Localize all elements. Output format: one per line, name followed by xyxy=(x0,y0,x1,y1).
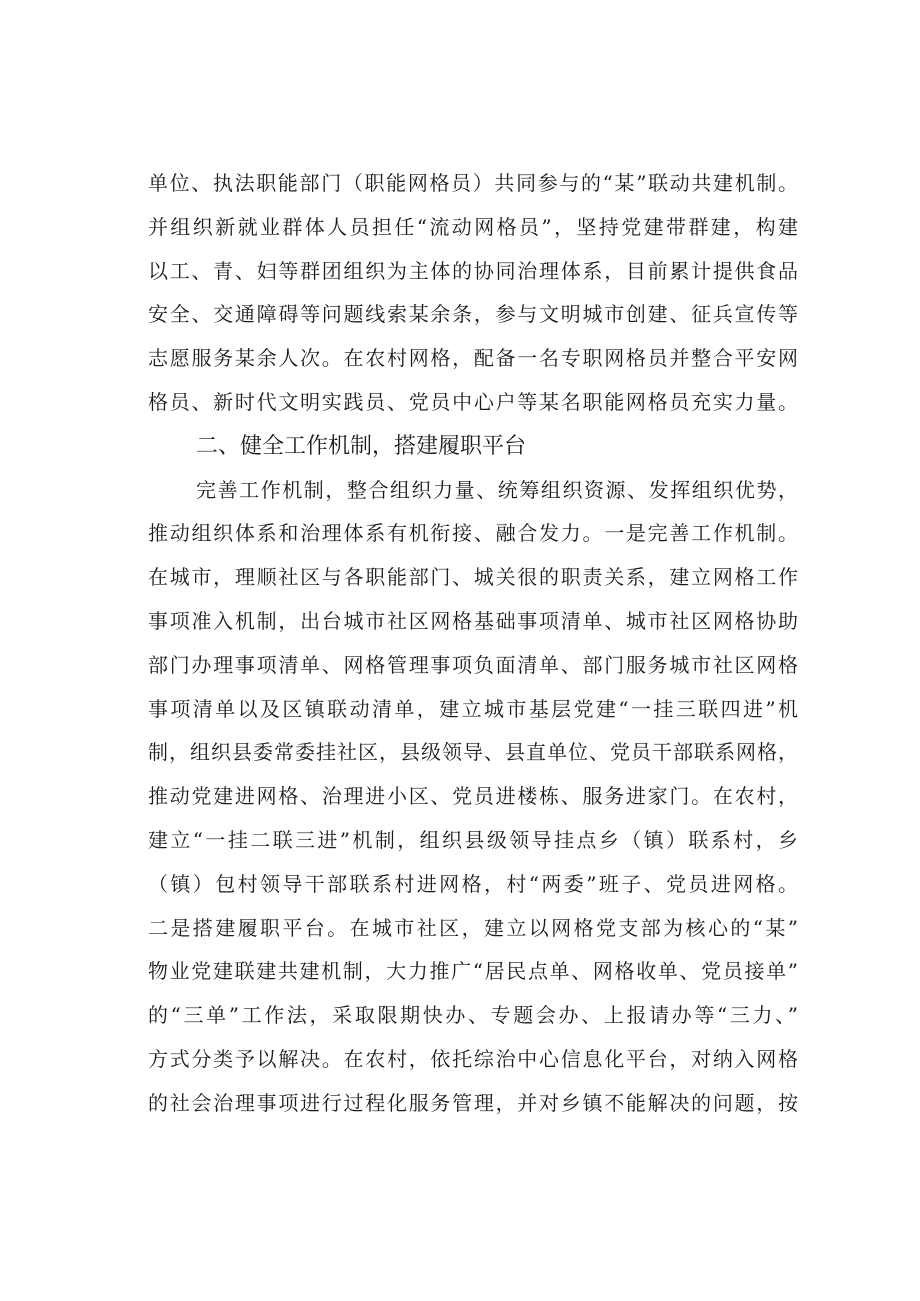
body-line: 的社会治理事项进行过程化服务管理，并对乡镇不能解决的问题，按 xyxy=(148,1090,798,1115)
body-line: 推动党建进网格、治理进小区、党员进楼栋、服务进家门。在农村， xyxy=(148,784,798,809)
body-line: 物业党建联建共建机制，大力推广“居民点单、网格收单、党员接单” xyxy=(148,959,798,984)
body-line: 以工、青、妇等群团组织为主体的协同治理体系，目前累计提供食品 xyxy=(148,258,798,283)
body-line: （镇）包村领导干部联系村进网格，村“两委”班子、党员进网格。 xyxy=(148,871,798,896)
body-line: 二是搭建履职平台。在城市社区，建立以网格党支部为核心的“某” xyxy=(148,915,798,940)
body-line: 完善工作机制，整合组织力量、统筹组织资源、发挥组织优势， xyxy=(196,477,798,502)
body-line: 事项清单以及区镇联动清单，建立城市基层党建“一挂三联四进”机 xyxy=(148,696,798,721)
body-line: 安全、交通障碍等问题线索某余条，参与文明城市创建、征兵宣传等 xyxy=(148,302,798,327)
body-line: 志愿服务某余人次。在农村网格，配备一名专职网格员并整合平安网 xyxy=(148,346,798,371)
body-line: 格员、新时代文明实践员、党员中心户等某名职能网格员充实力量。 xyxy=(148,389,798,414)
section-heading: 二、健全工作机制，搭建履职平台 xyxy=(196,433,527,459)
body-line: 单位、执法职能部门（职能网格员）共同参与的“某”联动共建机制。 xyxy=(148,171,798,195)
body-line: 方式分类予以解决。在农村，依托综治中心信息化平台，对纳入网格 xyxy=(148,1046,798,1071)
body-line: 事项准入机制，出台城市社区网格基础事项清单、城市社区网格协助 xyxy=(148,608,798,633)
body-line: 在城市，理顺社区与各职能部门、城关很的职责关系，建立网格工作 xyxy=(148,565,798,590)
body-line: 建立“一挂二联三进”机制，组织县级领导挂点乡（镇）联系村，乡 xyxy=(148,827,798,852)
body-line: 部门办理事项清单、网格管理事项负面清单、部门服务城市社区网格 xyxy=(148,652,798,677)
body-line: 并组织新就业群体人员担任“流动网格员”，坚持党建带群建，构建 xyxy=(148,214,798,239)
body-line: 推动组织体系和治理体系有机衔接、融合发力。一是完善工作机制。 xyxy=(148,521,798,546)
body-line: 制，组织县委常委挂社区，县级领导、县直单位、党员干部联系网格， xyxy=(148,740,798,765)
document-body xyxy=(148,162,798,1126)
body-line: 的“三单”工作法，采取限期快办、专题会办、上报请办等“三力、” xyxy=(148,1003,798,1028)
